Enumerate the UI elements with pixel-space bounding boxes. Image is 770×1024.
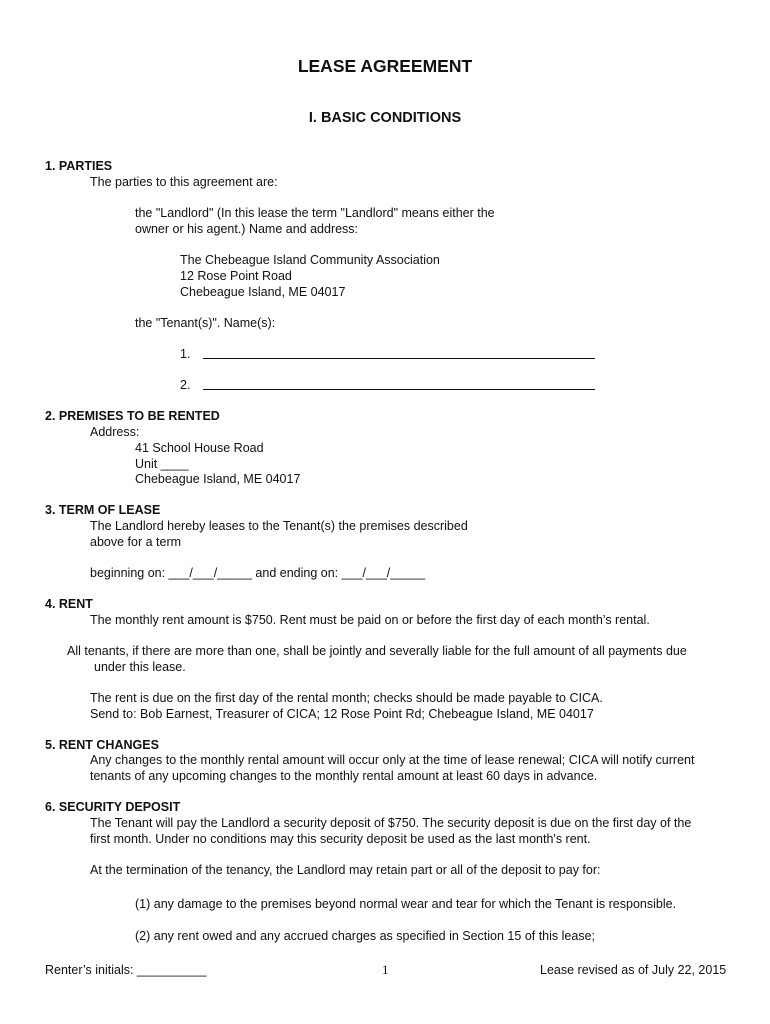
rent-changes-text: Any changes to the monthly rental amount will occur only at the time of lease renewal; CICA will notify current [90,753,695,767]
page-number: 1 [382,962,389,977]
rent-payment-text: Send to: Bob Earnest, Treasurer of CICA; 12 Rose Point Rd; Chebeague Island, ME 04017 [90,707,594,721]
tenant-name-line[interactable] [203,389,595,390]
term-text: The Landlord hereby leases to the Tenant(s) the premises described [90,519,468,533]
premises-address-line: Chebeague Island, ME 04017 [135,472,301,486]
security-deposit-text: The Tenant will pay the Landlord a security deposit of $750. The security deposit is due on the first day of the [90,816,692,830]
tenant-name-line[interactable] [203,358,595,359]
tenant-label: the "Tenant(s)". Name(s): [135,316,276,330]
term-heading: 3. TERM OF LEASE [45,503,161,517]
page-title: LEASE AGREEMENT [297,56,473,76]
security-deposit-text: first month. Under no conditions may this security deposit be used as the last month's rent. [90,832,591,846]
premises-unit: Unit ____ [135,457,189,471]
rent-amount-text: The monthly rent amount is $750. Rent must be paid on or before the first day of each month’s rental. [90,613,650,627]
term-text: above for a term [90,535,182,549]
rent-changes-heading: 5. RENT CHANGES [45,738,159,752]
tenant-number: 2. [180,378,191,392]
premises-heading: 2. PREMISES TO BE RENTED [45,409,220,423]
landlord-address-line: 12 Rose Point Road [180,269,292,283]
term-dates: beginning on: ___/___/_____ and ending on: ___/___/_____ [90,566,426,580]
rent-heading: 4. RENT [45,597,93,611]
section-title: I. BASIC CONDITIONS [308,110,462,126]
rent-liability-text: All tenants, if there are more than one, shall be jointly and severally liable for the full amount of all payments due [67,644,687,658]
premises-address-label: Address: [90,425,140,439]
security-deposit-text: At the termination of the tenancy, the Landlord may retain part or all of the deposit to pay for: [90,863,601,877]
rent-payment-text: The rent is due on the first day of the rental month; checks should be made payable to CICA. [90,691,603,705]
landlord-address-line: The Chebeague Island Community Association [180,253,440,267]
parties-heading: 1. PARTIES [45,159,113,173]
security-deposit-item: (1) any damage to the premises beyond normal wear and tear for which the Tenant is responsible. [135,897,677,911]
rent-changes-text: tenants of any upcoming changes to the monthly rental amount at least 60 days in advance. [90,769,598,783]
security-deposit-item: (2) any rent owed and any accrued charges as specified in Section 15 of this lease; [135,929,595,943]
tenant-number: 1. [180,347,191,361]
renter-initials: Renter’s initials: __________ [45,963,207,977]
parties-intro: The parties to this agreement are: [90,175,278,189]
premises-address-line: 41 School House Road [135,441,264,455]
landlord-definition: the "Landlord" (In this lease the term "Landlord" means either the [135,206,495,220]
revision-date: Lease revised as of July 22, 2015 [540,963,727,977]
rent-liability-text: under this lease. [94,660,186,674]
landlord-definition-cont: owner or his agent.) Name and address: [135,222,359,236]
security-deposit-heading: 6. SECURITY DEPOSIT [45,800,181,814]
landlord-address-line: Chebeague Island, ME 04017 [180,285,346,299]
